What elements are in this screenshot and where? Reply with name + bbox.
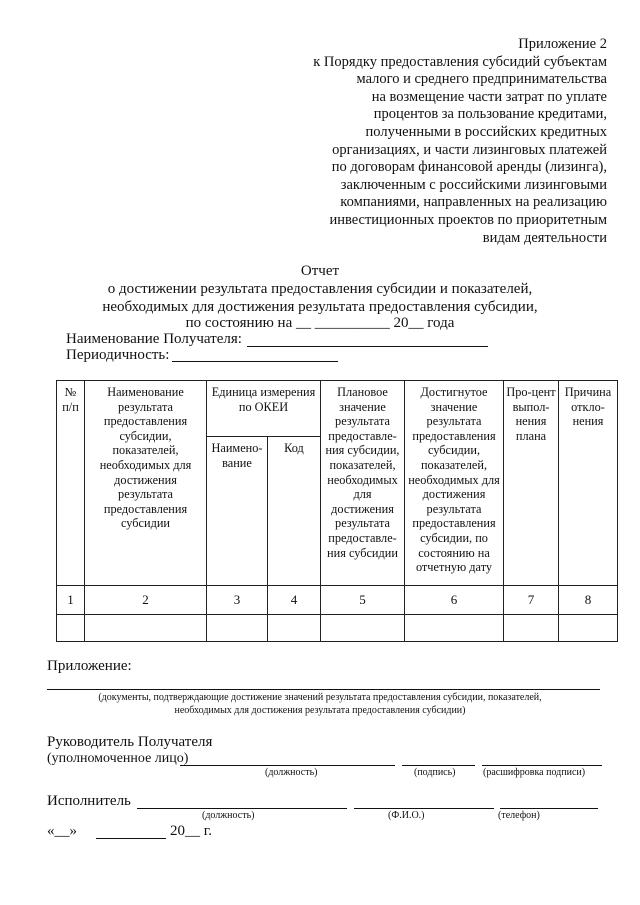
table-cell[interactable] (559, 615, 618, 642)
appendix-line: инвестиционных проектов по приоритетным (329, 211, 607, 228)
column-number: 6 (405, 586, 504, 615)
appendix-line: компаниями, направленных на реализацию (340, 194, 607, 211)
column-number: 5 (321, 586, 405, 615)
appendix-line: заключенным с российскими лизинговыми (340, 176, 607, 193)
attachment-caption: необходимых для достижения результата предоставления субсидии) (174, 705, 466, 716)
date-day: «__» (47, 823, 77, 839)
executor-phone-field[interactable] (500, 792, 598, 809)
appendix-line: организациях, и части лизинговых платежей (332, 141, 607, 158)
table-cell[interactable] (57, 615, 85, 642)
header-unit-name: Наимено-вание (207, 437, 268, 586)
recipient-field[interactable] (247, 330, 488, 347)
executor-position-caption: (должность) (202, 810, 255, 821)
decoding-field[interactable] (482, 750, 602, 766)
head-label: Руководитель Получателя (47, 734, 213, 750)
periodicity-label: Периодичность: (66, 347, 170, 363)
column-number: 4 (268, 586, 321, 615)
appendix-line: процентов за пользование кредитами, (373, 106, 607, 123)
table-row (57, 615, 618, 642)
executor-position-field[interactable] (137, 792, 347, 809)
report-title: Отчет (300, 263, 340, 279)
position-caption: (должность) (265, 767, 318, 778)
table-cell[interactable] (85, 615, 207, 642)
column-numbers-row (57, 586, 618, 615)
table-cell[interactable] (207, 615, 268, 642)
date-year: 20__ г. (170, 823, 212, 839)
recipient-label: Наименование Получателя: (66, 331, 242, 347)
table-cell[interactable] (504, 615, 559, 642)
executor-fio-field[interactable] (354, 792, 494, 809)
table-cell[interactable] (321, 615, 405, 642)
header-unit-code: Код (268, 437, 321, 586)
column-number: 2 (85, 586, 207, 615)
authorized-label: (уполномоченное лицо) (47, 751, 189, 766)
appendix-line: Приложение 2 (518, 36, 607, 52)
phone-caption: (телефон) (498, 810, 540, 821)
appendix-line: к Порядку предоставления субсидий субъектам (313, 53, 607, 70)
column-number: 7 (504, 586, 559, 615)
header-result-name: Наименование результата предоставления субсидии, показателей, необходимых для достижения результата предоставления субсидии (85, 381, 207, 586)
header-planned: Плановое значение результата предоставле-ния субсидии, показателей, необходимых для достижения результата предоставле-ния субсидии (321, 381, 405, 586)
signature-field[interactable] (402, 750, 475, 766)
report-date-line: по состоянию на __ __________ 20__ года (185, 315, 455, 331)
report-table (56, 380, 618, 642)
appendix-line: по договорам финансовой аренды (лизинга), (331, 159, 607, 176)
column-number: 1 (57, 586, 85, 615)
table-cell[interactable] (405, 615, 504, 642)
periodicity-field[interactable] (172, 346, 338, 362)
header-achieved: Достигнутое значение результата предоставления субсидии, показателей, необходимых для достижения результата предоставления субсидии, по состоянию на отчетную дату (405, 381, 504, 586)
header-percent: Про-цент выпол-нения плана (504, 381, 559, 586)
fio-caption: (Ф.И.О.) (388, 810, 425, 821)
executor-label: Исполнитель (47, 793, 131, 809)
report-subtitle: о достижении результата предоставления субсидии и показателей, (107, 281, 533, 297)
header-num: № п/п (57, 381, 85, 586)
column-number: 8 (559, 586, 618, 615)
signature-caption: (подпись) (414, 767, 456, 778)
column-number: 3 (207, 586, 268, 615)
appendix-line: малого и среднего предпринимательства (356, 71, 607, 88)
table-cell[interactable] (268, 615, 321, 642)
attachment-label: Приложение: (47, 658, 132, 674)
decoding-caption: (расшифровка подписи) (483, 767, 586, 778)
header-reason: Причина откло-нения (559, 381, 618, 586)
attachment-field[interactable] (47, 677, 600, 690)
position-field[interactable] (180, 750, 395, 766)
appendix-line: на возмещение части затрат по уплате (371, 88, 607, 105)
date-month-field[interactable] (96, 822, 166, 839)
report-subtitle: необходимых для достижения результата предоставления субсидии, (102, 299, 538, 315)
attachment-caption: (документы, подтверждающие достижение значений результата предоставления субсидии, показателей, (98, 692, 542, 703)
appendix-header (277, 36, 607, 247)
appendix-line: видам деятельности (482, 229, 607, 246)
header-unit: Единица измерения по ОКЕИ (207, 381, 321, 437)
appendix-line: полученными в российских кредитных (365, 123, 607, 140)
